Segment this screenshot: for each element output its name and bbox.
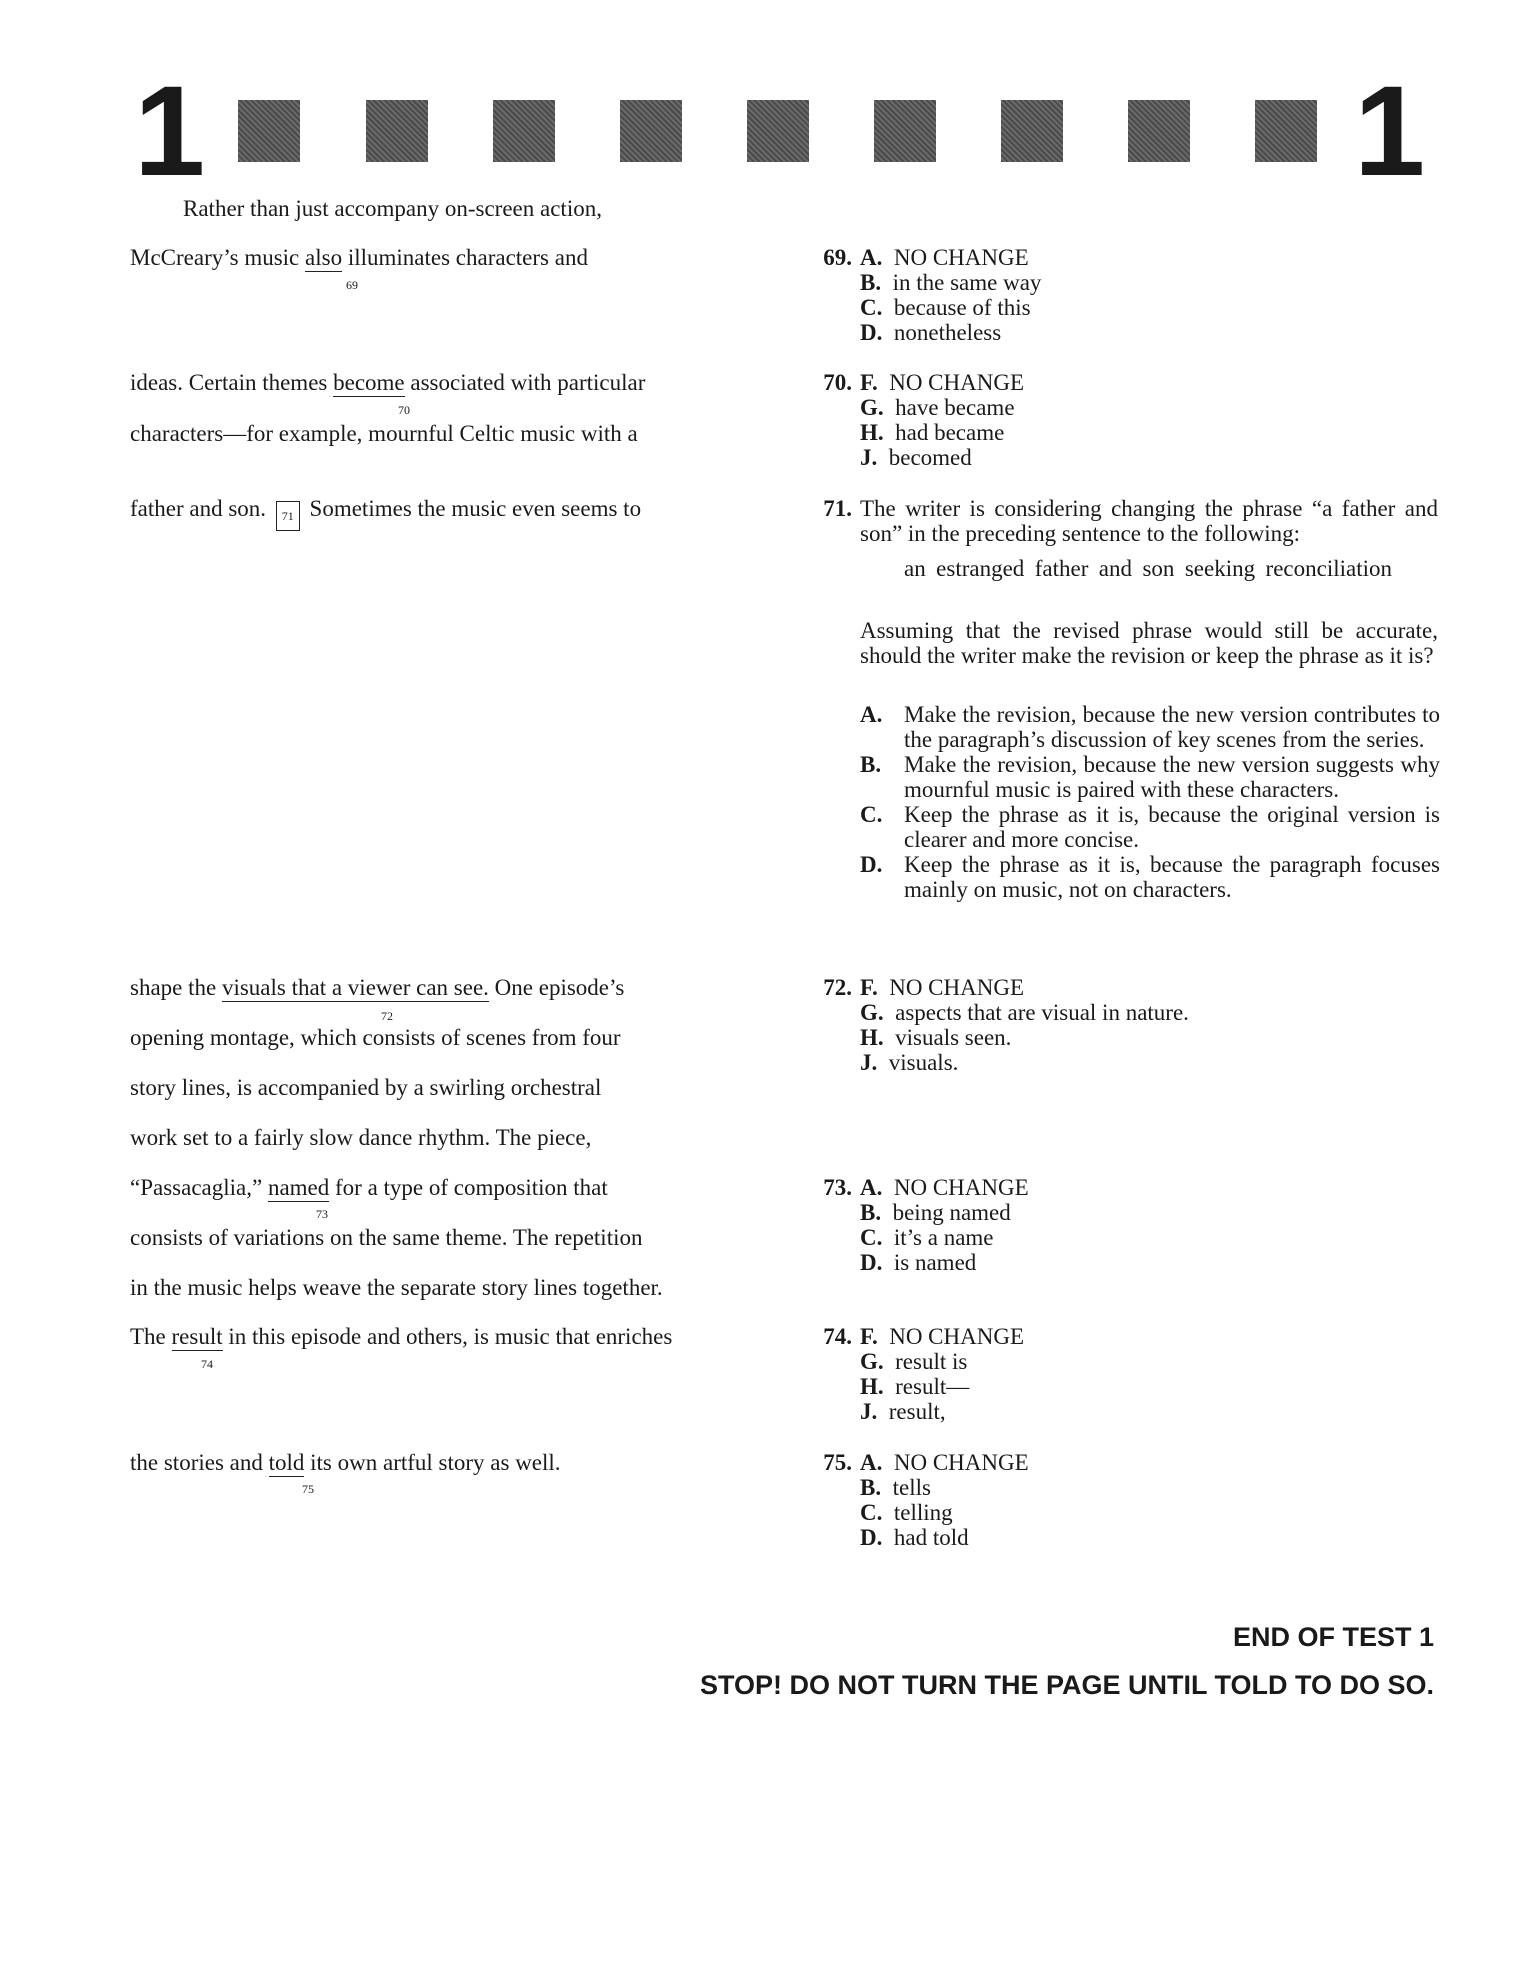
passage-line: ideas. Certain themes become associated with particular <box>130 370 646 395</box>
passage-line: Rather than just accompany on-screen action, <box>183 196 602 221</box>
question-ref-74: 74 <box>201 1357 213 1371</box>
passage-line: work set to a fairly slow dance rhythm. The piece, <box>130 1125 592 1150</box>
underlined-70: become <box>333 370 405 395</box>
answer-option[interactable]: G. result is <box>860 1349 968 1374</box>
question-ref-70: 70 <box>398 403 410 417</box>
passage-line: characters—for example, mournful Celtic music with a <box>130 421 638 446</box>
header-square <box>1001 100 1063 162</box>
answer-option[interactable]: D. had told <box>860 1525 969 1550</box>
underlined-74: result <box>171 1324 223 1349</box>
answer-option[interactable]: B. in the same way <box>860 270 1042 295</box>
answer-option[interactable]: C. telling <box>860 1500 953 1525</box>
answer-option[interactable]: J. result, <box>860 1399 946 1424</box>
underlined-69: also <box>305 245 343 270</box>
header-square <box>747 100 809 162</box>
passage-line: in the music helps weave the separate story lines together. <box>130 1275 663 1300</box>
section-number-left: 1 <box>134 60 206 203</box>
answer-option[interactable]: H. had became <box>860 420 1005 445</box>
header-square <box>493 100 555 162</box>
header-square <box>1255 100 1317 162</box>
question-ref-75: 75 <box>302 1482 314 1496</box>
answer-option[interactable]: G. aspects that are visual in nature. <box>860 1000 1189 1025</box>
answer-option[interactable]: A. Make the revision, because the new version contributes to the paragraph’s discussion of key scenes from the series. <box>860 702 1440 752</box>
answer-option[interactable]: D. Keep the phrase as it is, because the paragraph focuses mainly on music, not on characters. <box>860 852 1440 902</box>
question-73: 73. A. NO CHANGE B. being named C. it’s a name D. is named <box>806 1175 1029 1275</box>
question-ref-73: 73 <box>316 1207 328 1221</box>
passage-line: McCreary’s music also illuminates characters and <box>130 245 588 270</box>
answer-option[interactable]: C. Keep the phrase as it is, because the original version is clearer and more concise. <box>860 802 1440 852</box>
passage-line: story lines, is accompanied by a swirling orchestral <box>130 1075 602 1100</box>
answer-option[interactable]: J. becomed <box>860 445 972 470</box>
answer-option[interactable]: B. Make the revision, because the new version suggests why mournful music is paired with these characters. <box>860 752 1440 802</box>
question-stem: The writer is considering changing the phrase “a father and son” in the preceding sentence to the following: <box>860 496 1438 546</box>
header-square <box>620 100 682 162</box>
underlined-73: named <box>267 1175 330 1200</box>
answer-option[interactable]: J. visuals. <box>860 1050 959 1075</box>
answer-option[interactable]: D. nonetheless <box>860 320 1002 345</box>
header-square <box>1128 100 1190 162</box>
question-quote: an estranged father and son seeking reconciliation <box>904 556 1392 581</box>
answer-option[interactable]: D. is named <box>860 1250 977 1275</box>
underlined-72: visuals that a viewer can see. <box>221 975 489 1000</box>
question-box-71: 71 <box>276 501 300 531</box>
answer-option[interactable]: G. have became <box>860 395 1015 420</box>
stop-notice: STOP! DO NOT TURN THE PAGE UNTIL TOLD TO DO SO. <box>699 1670 1434 1700</box>
question-70: 70. F. NO CHANGE G. have became H. had became J. becomed <box>806 370 1024 470</box>
header-square <box>366 100 428 162</box>
passage-line: opening montage, which consists of scenes from four <box>130 1025 621 1050</box>
answer-option[interactable]: B. tells <box>860 1475 931 1500</box>
question-72: 72. F. NO CHANGE G. aspects that are visual in nature. H. visuals seen. J. visuals. <box>806 975 1189 1075</box>
answer-option[interactable]: H. result— <box>860 1374 970 1399</box>
question-69: 69. A. NO CHANGE B. in the same way C. because of this D. nonetheless <box>806 245 1041 345</box>
question-74: 74. F. NO CHANGE G. result is H. result— J. result, <box>806 1324 1024 1424</box>
passage-line: the stories and told its own artful story as well. <box>130 1450 561 1475</box>
question-75: 75. A. NO CHANGE B. tells C. telling D. had told <box>806 1450 1029 1550</box>
passage-line: “Passacaglia,” named for a type of composition that <box>130 1175 608 1200</box>
section-number-right: 1 <box>1354 60 1426 203</box>
passage-line: consists of variations on the same theme. The repetition <box>130 1225 643 1250</box>
answer-option[interactable]: C. because of this <box>860 295 1031 320</box>
answer-option[interactable]: C. it’s a name <box>860 1225 994 1250</box>
passage-line: father and son. 71 Sometimes the music even seems to <box>130 496 641 531</box>
end-of-test: END OF TEST 1 <box>1232 1622 1434 1652</box>
answer-option[interactable]: H. visuals seen. <box>860 1025 1012 1050</box>
question-ref-72: 72 <box>381 1009 393 1023</box>
question-ref-69: 69 <box>346 278 358 292</box>
underlined-75: told <box>268 1450 305 1475</box>
passage-line: shape the visuals that a viewer can see. One episode’s <box>130 975 625 1000</box>
header-square <box>874 100 936 162</box>
answer-options <box>860 702 1440 902</box>
answer-option[interactable]: B. being named <box>860 1200 1011 1225</box>
question-prompt: Assuming that the revised phrase would still be accurate, should the writer make the revision or keep the phrase as it is? <box>860 618 1438 668</box>
passage-line: The result in this episode and others, is music that enriches <box>130 1324 673 1349</box>
header-square <box>238 100 300 162</box>
